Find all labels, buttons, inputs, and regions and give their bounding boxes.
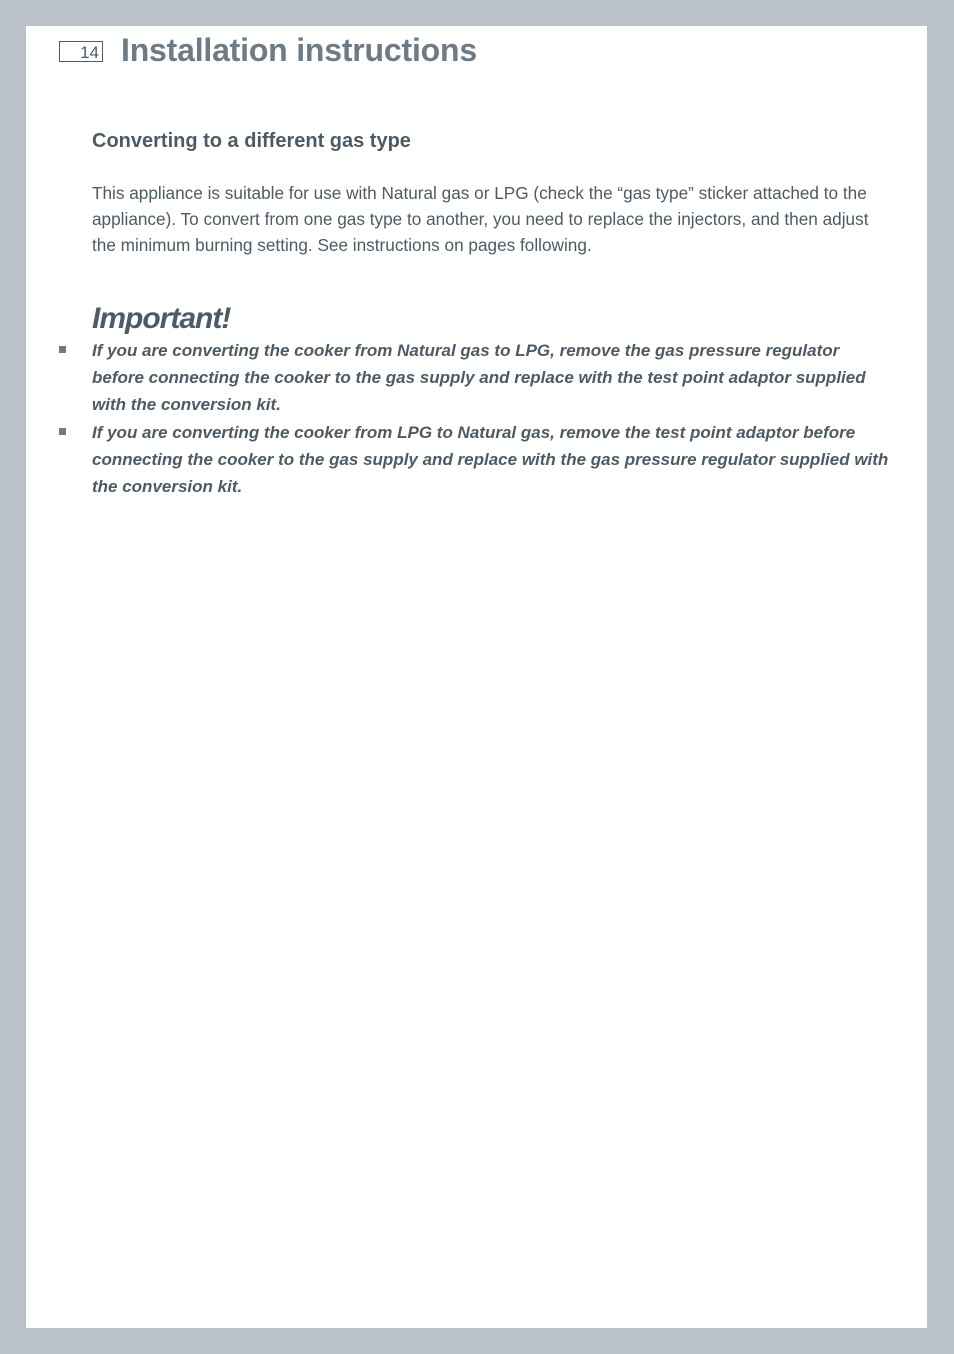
section-heading: Converting to a different gas type <box>92 130 411 152</box>
important-list-item <box>92 419 892 500</box>
important-list <box>92 337 892 501</box>
important-list-item <box>92 337 892 418</box>
important-item-text: If you are converting the cooker from LPG to Natural gas, remove the test point adaptor before connecting the cooker to the gas supply and replace with the gas pressure regulator supplied with the conversion kit. <box>92 423 889 496</box>
intro-paragraph: This appliance is suitable for use with Natural gas or LPG (check the “gas type” sticker attached to the appliance). To convert from one gas type to another, you need to replace the injectors, and then adjust the minimum burning setting. See instructions on pages following. <box>92 183 869 255</box>
important-heading: Important! <box>92 302 231 335</box>
square-bullet-icon <box>59 346 66 353</box>
page-number: 14 <box>80 43 99 62</box>
page-number-box <box>59 41 103 62</box>
page-title: Installation instructions <box>121 32 477 68</box>
square-bullet-icon <box>59 428 66 435</box>
important-item-text: If you are converting the cooker from Natural gas to LPG, remove the gas pressure regulator before connecting the cooker to the gas supply and replace with the test point adaptor supplied with the conversion kit. <box>92 341 866 414</box>
document-page <box>26 26 927 1328</box>
